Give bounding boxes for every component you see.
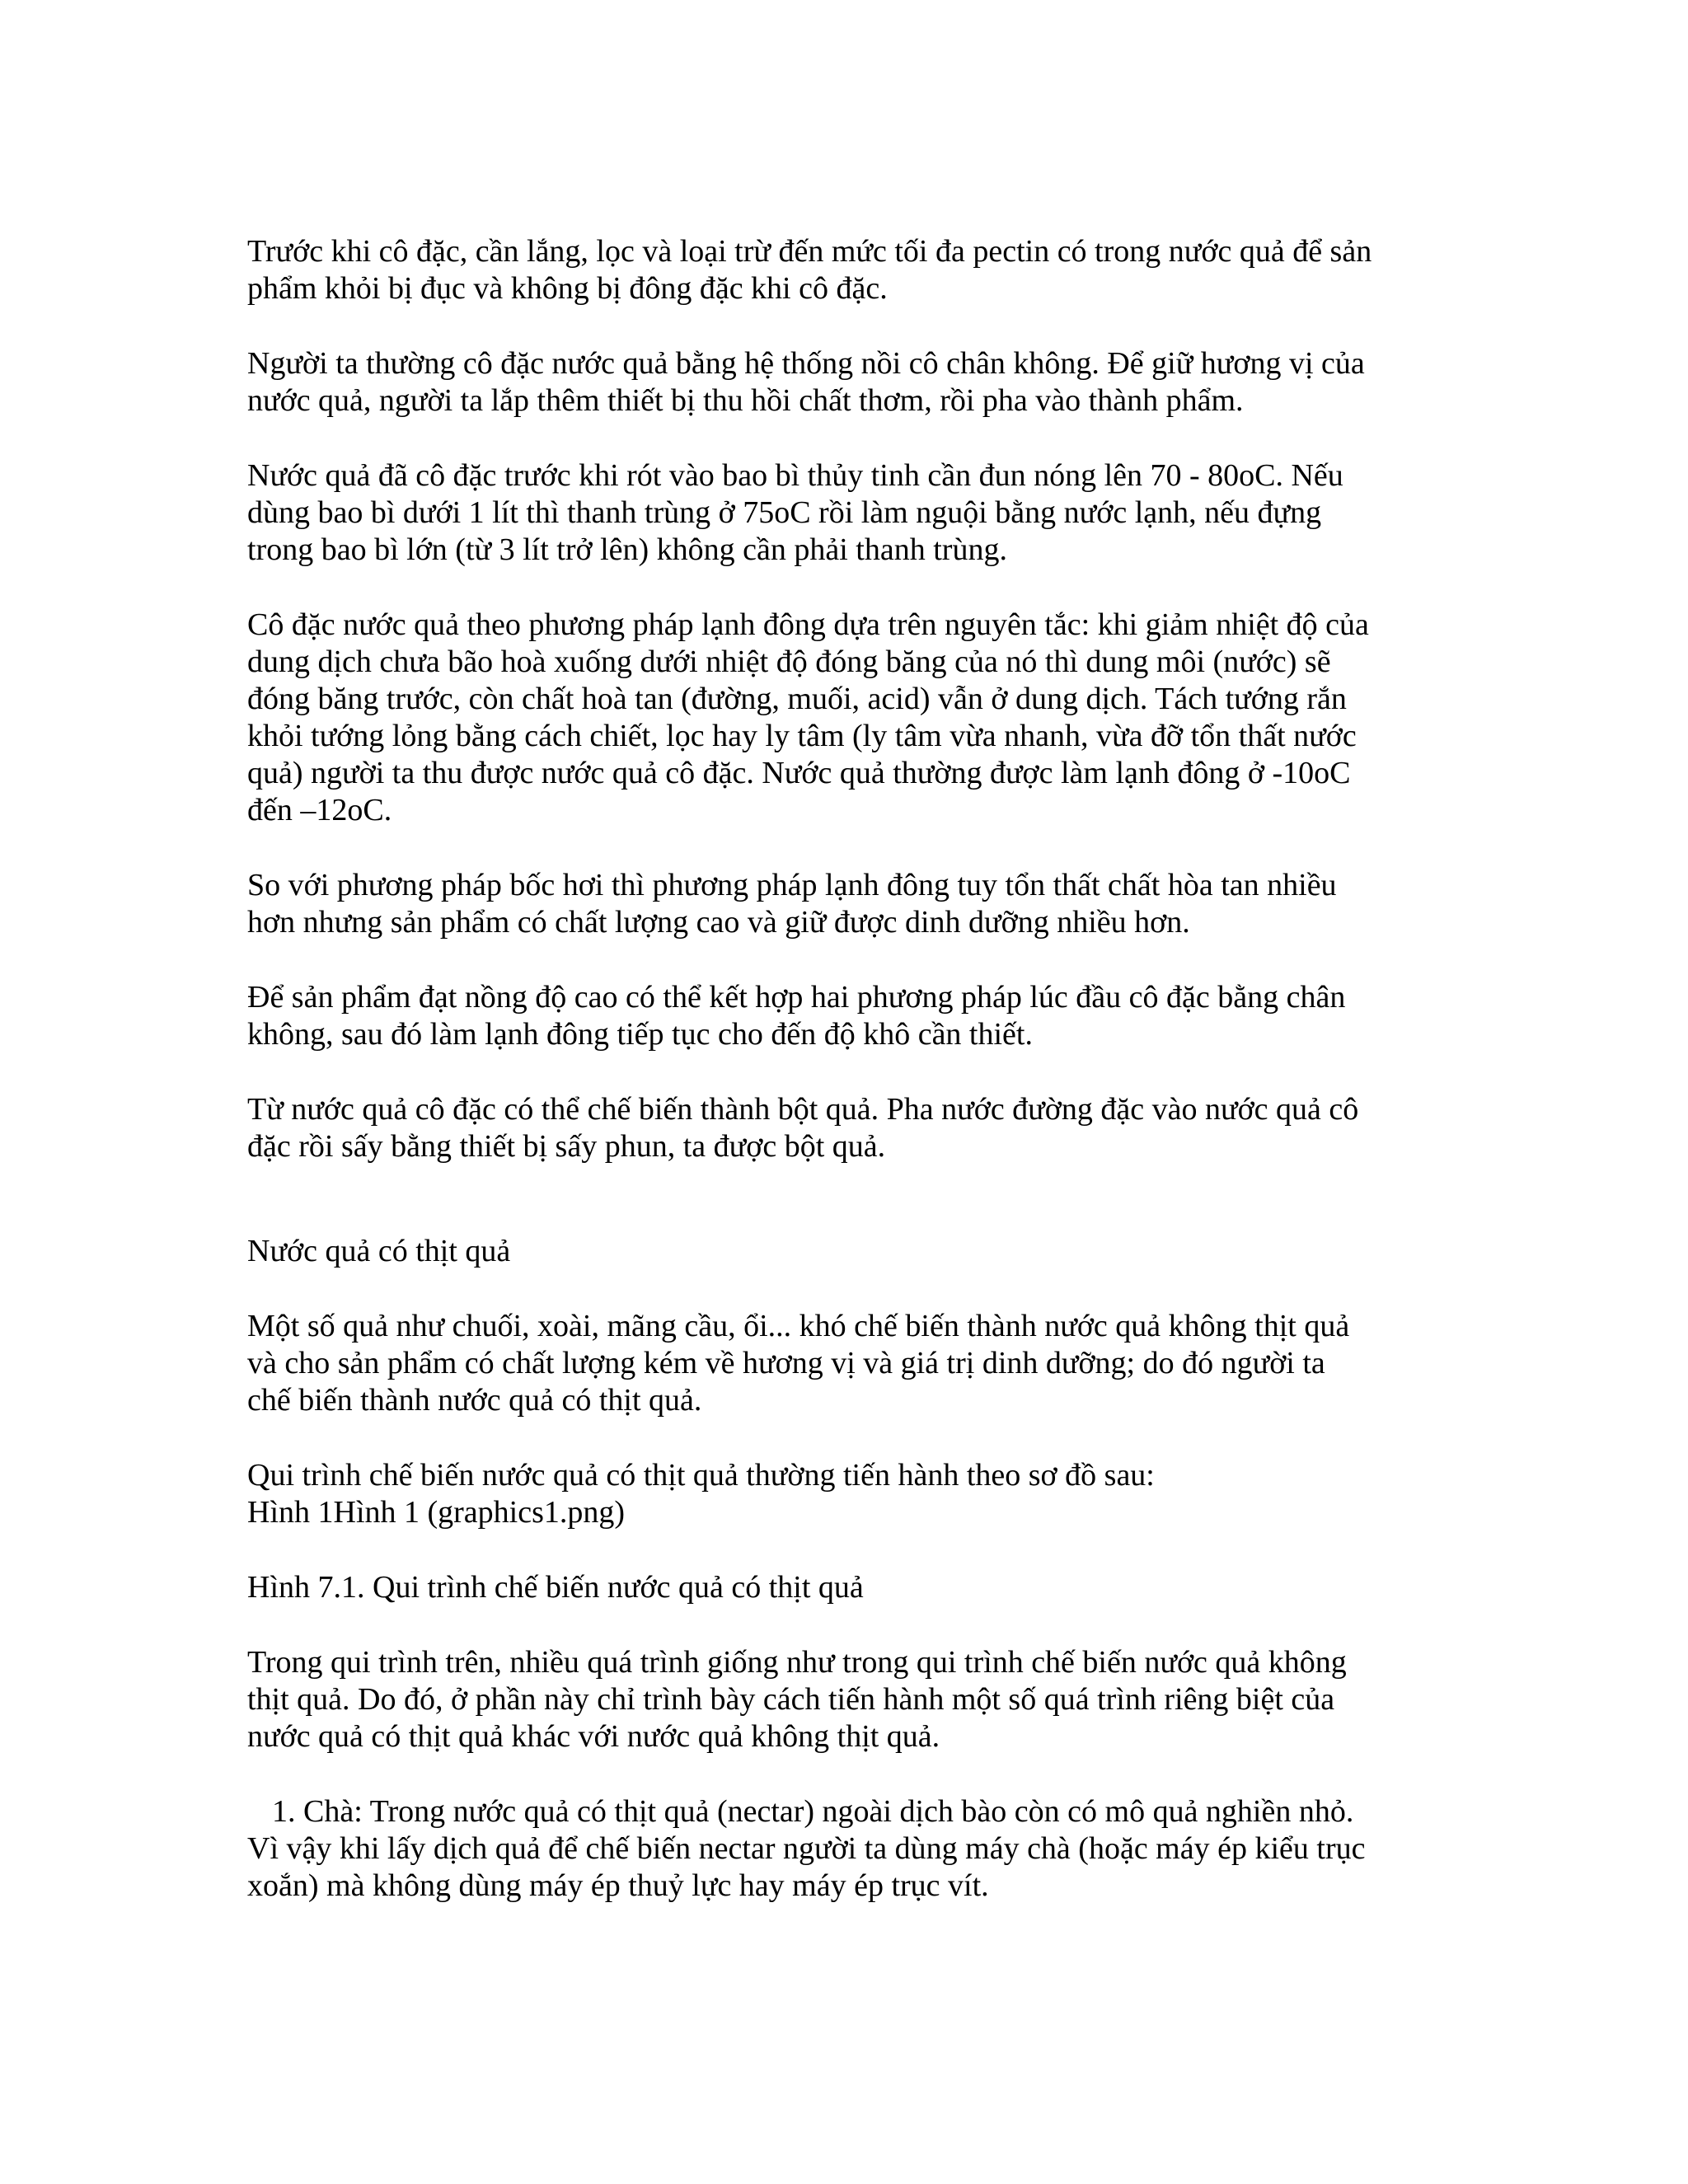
paragraph-fruit-powder xyxy=(247,1091,1451,1165)
text-line: đặc rồi sấy bằng thiết bị sấy phun, ta được bột quả. xyxy=(247,1129,886,1164)
paragraph-nectar-intro xyxy=(247,1308,1451,1419)
text-line: Trước khi cô đặc, cần lắng, lọc và loại trừ đến mức tối đa pectin có trong nước quả để sản xyxy=(247,234,1372,269)
paragraph-process-explanation xyxy=(247,1644,1451,1755)
text-line: Một số quả như chuối, xoài, mãng cầu, ổi... khó chế biến thành nước quả không thịt quả xyxy=(247,1309,1350,1343)
text-line: không, sau đó làm lạnh đông tiếp tục cho đến độ khô cần thiết. xyxy=(247,1017,1033,1052)
text-line: chế biến thành nước quả có thịt quả. xyxy=(247,1383,702,1418)
text-line: Trong qui trình trên, nhiều quá trình giống như trong qui trình chế biến nước quả không xyxy=(247,1645,1347,1680)
paragraph-vacuum-evaporator xyxy=(247,345,1451,419)
text-line: So với phương pháp bốc hơi thì phương pháp lạnh đông tuy tổn thất chất hòa tan nhiều xyxy=(247,868,1337,902)
text-line: Nước quả đã cô đặc trước khi rót vào bao bì thủy tinh cần đun nóng lên 70 - 80oC. Nếu xyxy=(247,458,1343,493)
section-heading xyxy=(247,1233,1451,1270)
text-line: xoắn) mà không dùng máy ép thuỷ lực hay máy ép trục vít. xyxy=(247,1868,989,1903)
text-line: phẩm khỏi bị đục và không bị đông đặc khi cô đặc. xyxy=(247,271,888,306)
document-body xyxy=(247,233,1451,1905)
paragraph-process-intro xyxy=(247,1457,1451,1531)
text-line: dùng bao bì dưới 1 lít thì thanh trùng ở 75oC rồi làm nguội bằng nước lạnh, nếu đựng xyxy=(247,495,1322,530)
text-line: 1. Chà: Trong nước quả có thịt quả (nectar) ngoài dịch bào còn có mô quả nghiền nhỏ. xyxy=(272,1794,1354,1829)
text-line: thịt quả. Do đó, ở phần này chỉ trình bày cách tiến hành một số quá trình riêng biệt của xyxy=(247,1682,1335,1717)
paragraph-pectin-removal xyxy=(247,233,1451,307)
figure-caption xyxy=(247,1569,1451,1606)
text-line: khỏi tướng lỏng bằng cách chiết, lọc hay ly tâm (ly tâm vừa nhanh, vừa đỡ tổn thất nước xyxy=(247,719,1357,753)
text-line: Để sản phẩm đạt nồng độ cao có thể kết hợp hai phương pháp lúc đầu cô đặc bằng chân xyxy=(247,980,1346,1015)
text-line: hơn nhưng sản phẩm có chất lượng cao và giữ được dinh dưỡng nhiều hơn. xyxy=(247,905,1190,940)
text-line: Từ nước quả cô đặc có thể chế biến thành bột quả. Pha nước đường đặc vào nước quả cô xyxy=(247,1092,1359,1127)
paragraph-heating-sterilization xyxy=(247,457,1451,569)
text-line: đến –12oC. xyxy=(247,793,392,827)
section-heading-text: Nước quả có thịt quả xyxy=(247,1234,511,1268)
text-line: trong bao bì lớn (từ 3 lít trở lên) không cần phải thanh trùng. xyxy=(247,532,1007,567)
text-line: Vì vậy khi lấy dịch quả để chế biến nectar người ta dùng máy chà (hoặc máy ép kiểu trục xyxy=(247,1831,1366,1866)
text-line: Cô đặc nước quả theo phương pháp lạnh đông dựa trên nguyên tắc: khi giảm nhiệt độ của xyxy=(247,607,1369,642)
paragraph-freeze-concentration xyxy=(247,607,1451,829)
text-line: Người ta thường cô đặc nước quả bằng hệ thống nồi cô chân không. Để giữ hương vị của xyxy=(247,346,1365,381)
figure-caption-text: Hình 7.1. Qui trình chế biến nước quả có thịt quả xyxy=(247,1570,864,1605)
paragraph-combined-method xyxy=(247,979,1451,1053)
figure-placeholder: Hình 1Hình 1 (graphics1.png) xyxy=(247,1495,626,1530)
text-line: quả) người ta thu được nước quả cô đặc. Nước quả thường được làm lạnh đông ở -10oC xyxy=(247,756,1351,790)
text-line: Qui trình chế biến nước quả có thịt quả thường tiến hành theo sơ đồ sau: xyxy=(247,1458,1155,1493)
text-line: nước quả, người ta lắp thêm thiết bị thu hồi chất thơm, rồi pha vào thành phẩm. xyxy=(247,383,1244,418)
text-line: và cho sản phẩm có chất lượng kém về hương vị và giá trị dinh dưỡng; do đó người ta xyxy=(247,1346,1325,1380)
text-line: nước quả có thịt quả khác với nước quả không thịt quả. xyxy=(247,1719,940,1754)
paragraph-method-comparison xyxy=(247,867,1451,941)
list-item xyxy=(247,1793,1451,1905)
text-line: dung dịch chưa bão hoà xuống dưới nhiệt độ đóng băng của nó thì dung môi (nước) sẽ xyxy=(247,644,1331,679)
text-line: đóng băng trước, còn chất hoà tan (đường, muối, acid) vẫn ở dung dịch. Tách tướng rắn xyxy=(247,682,1347,716)
